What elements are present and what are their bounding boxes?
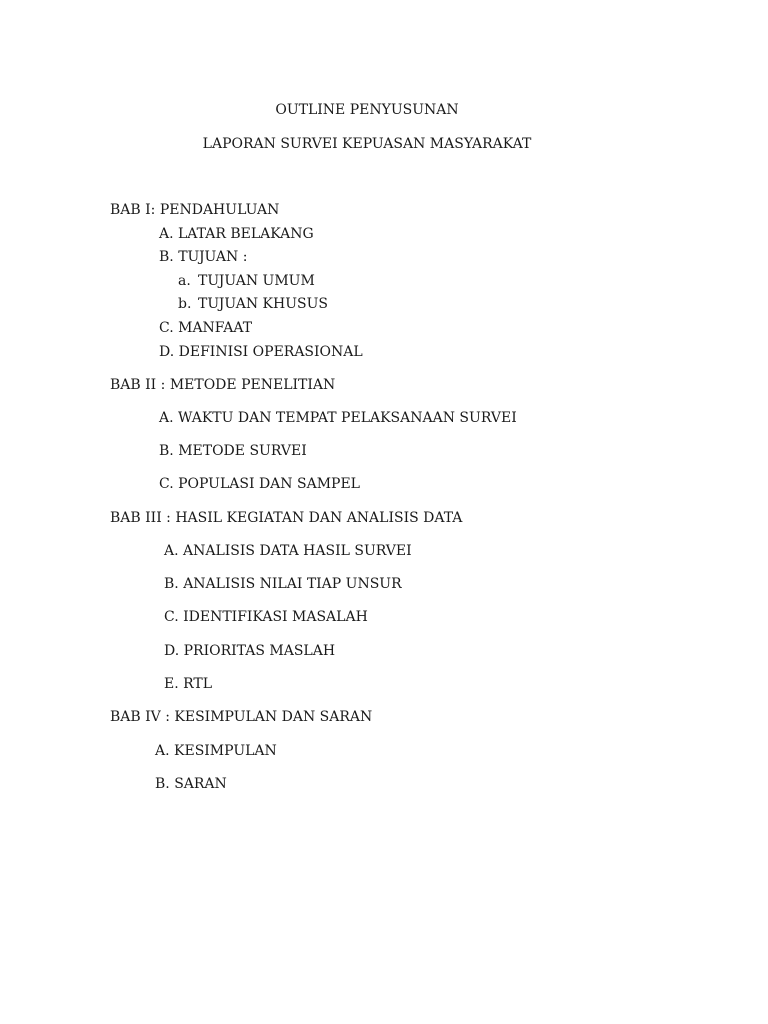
- chapter-item: D. DEFINISI OPERASIONAL: [159, 344, 363, 360]
- document-subtitle: LAPORAN SURVEI KEPUASAN MASYARAKAT: [202, 136, 532, 152]
- chapter-heading: BAB III : HASIL KEGIATAN DAN ANALISIS DATA: [110, 510, 463, 526]
- document-title: OUTLINE PENYUSUNAN: [275, 102, 459, 118]
- chapter-item: C. IDENTIFIKASI MASALAH: [164, 609, 368, 625]
- chapter-heading: BAB IV : KESIMPULAN DAN SARAN: [110, 709, 373, 725]
- chapter-heading: BAB I: PENDAHULUAN: [110, 202, 280, 218]
- chapter-item: B. ANALISIS NILAI TIAP UNSUR: [164, 576, 402, 592]
- chapter-item: D. PRIORITAS MASLAH: [164, 643, 336, 659]
- subitem-text: TUJUAN UMUM: [198, 273, 315, 289]
- chapter-item: C. POPULASI DAN SAMPEL: [159, 476, 360, 492]
- subitem-marker: a.: [178, 273, 191, 289]
- chapter-item: B. METODE SURVEI: [159, 443, 307, 459]
- chapter-item: A. ANALISIS DATA HASIL SURVEI: [164, 543, 412, 559]
- chapter-item: C. MANFAAT: [159, 320, 253, 336]
- chapter-item: B. SARAN: [155, 776, 227, 792]
- chapter-item: A. WAKTU DAN TEMPAT PELAKSANAAN SURVEI: [159, 410, 517, 426]
- subitem-text: TUJUAN KHUSUS: [198, 296, 328, 312]
- chapter-heading: BAB II : METODE PENELITIAN: [110, 377, 336, 393]
- chapter-item: E. RTL: [164, 676, 213, 692]
- subitem-marker: b.: [178, 296, 192, 312]
- chapter-subitem: [178, 295, 328, 313]
- chapter-subitem: [178, 272, 315, 290]
- chapter-item: B. TUJUAN :: [159, 249, 248, 265]
- chapter-item: A. KESIMPULAN: [155, 743, 277, 759]
- chapter-item: A. LATAR BELAKANG: [159, 226, 314, 242]
